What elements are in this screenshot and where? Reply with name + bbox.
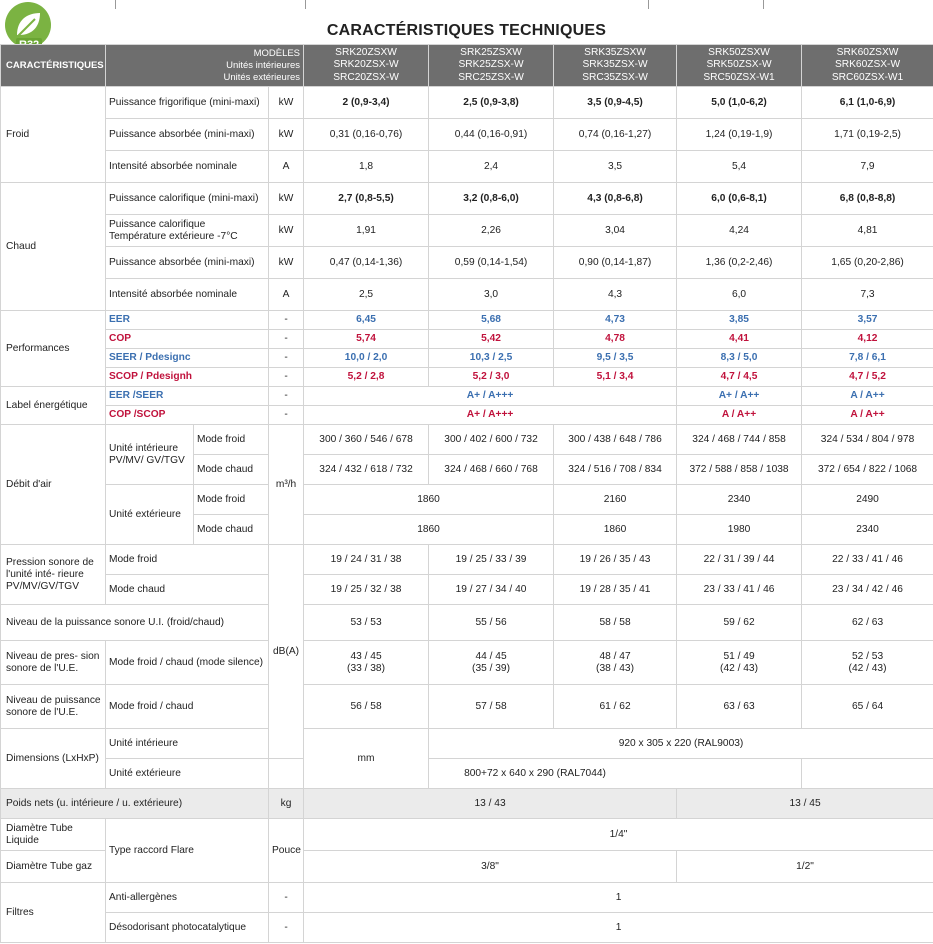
table-cell: A (269, 279, 304, 311)
table-cell: kW (269, 247, 304, 279)
table-cell: 19 / 25 / 33 / 39 (429, 545, 554, 575)
table-cell: 57 / 58 (429, 685, 554, 729)
table-cell: 2340 (802, 515, 933, 545)
table-cell: 0,31 (0,16-0,76) (304, 119, 429, 151)
table-cell: 4,81 (802, 215, 933, 247)
table-cell: 7,3 (802, 279, 933, 311)
table-cell: Anti-allergènes (106, 883, 269, 913)
table-cell: 5,2 / 3,0 (429, 368, 554, 387)
table-cell: - (269, 311, 304, 330)
table-cell: 3,5 (0,9-4,5) (554, 87, 677, 119)
text-line: SRK60ZSX-W (834, 59, 901, 71)
text-line: SRC25ZSX-W (458, 71, 524, 83)
text-line: SRC50ZSX-W1 (703, 71, 775, 83)
table-cell: mm (304, 729, 429, 789)
table-cell: m³/h (269, 425, 304, 545)
text-line: Unités extérieures (223, 71, 301, 83)
table-cell: Poids nets (u. intérieure / u. extérieure) (1, 789, 269, 819)
table-cell: 5,0 (1,0-6,2) (677, 87, 802, 119)
header-model-4 (677, 45, 802, 87)
table-cell: 372 / 654 / 822 / 1068 (802, 455, 933, 485)
table-cell: 1 (304, 883, 933, 913)
table-cell: 2,5 (0,9-3,8) (429, 87, 554, 119)
category-label-energy: Label énergétique (1, 387, 106, 425)
category-froid: Froid (1, 87, 106, 183)
table-cell: kW (269, 183, 304, 215)
table-cell: Niveau de pres- sion sonore de l'U.E. (1, 641, 106, 685)
header-labels (106, 45, 304, 87)
table-row (1, 759, 933, 789)
table-cell: 55 / 56 (429, 605, 554, 641)
table-cell: 0,44 (0,16-0,91) (429, 119, 554, 151)
table-cell: A / A++ (802, 387, 933, 406)
text-line: (42 / 43) (720, 662, 758, 674)
table-cell: 4,78 (554, 330, 677, 349)
header-model-5 (802, 45, 933, 87)
table-cell: 2,26 (429, 215, 554, 247)
text-line: (38 / 43) (596, 662, 634, 674)
table-row (1, 789, 933, 819)
table-cell: 324 / 468 / 744 / 858 (677, 425, 802, 455)
table-cell: 1860 (554, 515, 677, 545)
table-cell: - (269, 913, 304, 943)
table-cell: 56 / 58 (304, 685, 429, 729)
table-cell: 4,7 / 4,5 (677, 368, 802, 387)
text-line: Unités intérieures (226, 59, 301, 71)
table-cell: - (269, 883, 304, 913)
table-cell: Intensité absorbée nominale (106, 279, 269, 311)
table-cell: 3,85 (677, 311, 802, 330)
table-cell: 53 / 53 (304, 605, 429, 641)
table-row (1, 913, 933, 943)
text-line: SRK20ZSXW (335, 46, 397, 58)
table-cell: 4,3 (554, 279, 677, 311)
table-cell: 1860 (304, 485, 554, 515)
table-cell: 19 / 26 / 35 / 43 (554, 545, 677, 575)
table-cell: 1,36 (0,2-2,46) (677, 247, 802, 279)
table-cell: 8,3 / 5,0 (677, 349, 802, 368)
table-cell: - (269, 368, 304, 387)
table-cell: EER /SEER (106, 387, 269, 406)
table-cell (802, 641, 933, 685)
category-dimensions: Dimensions (LxHxP) (1, 729, 106, 789)
table-row (1, 425, 933, 455)
table-row (1, 151, 933, 183)
table-cell: 324 / 534 / 804 / 978 (802, 425, 933, 455)
table-cell: SEER / Pdesignc (106, 349, 269, 368)
table-cell: 800+72 x 640 x 290 (RAL7044) (269, 759, 802, 789)
text-line: SRK35ZSXW (584, 46, 646, 58)
table-cell: 324 / 468 / 660 / 768 (429, 455, 554, 485)
text-line: SRK50ZSXW (708, 46, 770, 58)
table-cell: 3/8" (304, 851, 677, 883)
table-cell: Puissance absorbée (mini-maxi) (106, 247, 269, 279)
category-performances: Performances (1, 311, 106, 387)
table-cell: 4,41 (677, 330, 802, 349)
table-cell: 19 / 28 / 35 / 41 (554, 575, 677, 605)
table-cell: 920 x 305 x 220 (RAL9003) (429, 729, 933, 759)
table-cell: 13 / 45 (677, 789, 933, 819)
text-line: 43 / 45 (350, 650, 382, 662)
table-cell: 6,8 (0,8-8,8) (802, 183, 933, 215)
table-cell: 2,7 (0,8-5,5) (304, 183, 429, 215)
top-rule (0, 0, 933, 10)
table-row (1, 279, 933, 311)
table-cell (429, 641, 554, 685)
text-line: SRK50ZSX-W (706, 59, 772, 71)
table-cell: Mode chaud (194, 515, 269, 545)
table-row (1, 819, 933, 851)
header-model-1 (304, 45, 429, 87)
table-cell: - (269, 387, 304, 406)
text-line: SRK25ZSX-W (458, 59, 524, 71)
text-line: (35 / 39) (472, 662, 510, 674)
table-row (1, 406, 933, 425)
text-line: 48 / 47 (599, 650, 631, 662)
table-row (1, 641, 933, 685)
table-row (1, 368, 933, 387)
text-line: SRC20ZSX-W (333, 71, 399, 83)
category-chaud: Chaud (1, 183, 106, 311)
table-cell: 1/2" (677, 851, 933, 883)
header-characteristics: CARACTÉRISTIQUES (1, 45, 106, 87)
table-cell: kW (269, 215, 304, 247)
table-cell: 4,3 (0,8-6,8) (554, 183, 677, 215)
table-row (1, 729, 933, 759)
table-cell: - (269, 330, 304, 349)
table-row (1, 387, 933, 406)
table-cell: Mode froid (194, 425, 269, 455)
table-cell: A+ / A+++ (304, 387, 677, 406)
table-row (1, 119, 933, 151)
table-cell: SCOP / Pdesignh (106, 368, 269, 387)
table-cell: 59 / 62 (677, 605, 802, 641)
table-cell: 6,0 (0,6-8,1) (677, 183, 802, 215)
table-cell: Mode froid (106, 545, 269, 575)
table-cell: 19 / 25 / 32 / 38 (304, 575, 429, 605)
table-cell: 2340 (677, 485, 802, 515)
text-line: (42 / 43) (848, 662, 887, 674)
table-row (1, 87, 933, 119)
table-row (1, 605, 933, 641)
table-cell (304, 641, 429, 685)
table-cell: 6,0 (677, 279, 802, 311)
table-cell: 3,2 (0,8-6,0) (429, 183, 554, 215)
table-cell: - (269, 406, 304, 425)
table-cell: 1,91 (304, 215, 429, 247)
table-row (1, 575, 933, 605)
table-cell: 1,8 (304, 151, 429, 183)
table-cell: 4,7 / 5,2 (802, 368, 933, 387)
table-cell: 324 / 432 / 618 / 732 (304, 455, 429, 485)
table-cell: 2,5 (304, 279, 429, 311)
text-line: SRK35ZSX-W (582, 59, 648, 71)
table-row (1, 311, 933, 330)
text-line: 52 / 53 (851, 650, 884, 662)
table-row (1, 349, 933, 368)
page-title: CARACTÉRISTIQUES TECHNIQUES (326, 22, 607, 39)
table-cell: 3,57 (802, 311, 933, 330)
table-cell: 22 / 31 / 39 / 44 (677, 545, 802, 575)
table-cell: 5,74 (304, 330, 429, 349)
table-cell: 62 / 63 (802, 605, 933, 641)
table-cell: 23 / 34 / 42 / 46 (802, 575, 933, 605)
table-cell: Unité intérieure (106, 729, 269, 759)
table-cell: 19 / 24 / 31 / 38 (304, 545, 429, 575)
table-cell (554, 641, 677, 685)
table-cell: 1,24 (0,19-1,9) (677, 119, 802, 151)
table-cell: EER (106, 311, 269, 330)
category-filtres: Filtres (1, 883, 106, 943)
table-cell: 300 / 360 / 546 / 678 (304, 425, 429, 455)
table-cell: 5,68 (429, 311, 554, 330)
table-cell: 2490 (802, 485, 933, 515)
table-cell: Type raccord Flare (106, 819, 269, 883)
table-cell: Diamètre Tube gaz (1, 851, 106, 883)
table-row (1, 685, 933, 729)
header-model-2 (429, 45, 554, 87)
table-cell: Puissance calorifique (mini-maxi) (106, 183, 269, 215)
table-cell: 3,5 (554, 151, 677, 183)
table-cell: 0,47 (0,14-1,36) (304, 247, 429, 279)
table-cell: 300 / 438 / 648 / 786 (554, 425, 677, 455)
table-cell: kg (269, 789, 304, 819)
table-cell: A / A++ (802, 406, 933, 425)
table-cell: Mode froid / chaud (mode silence) (106, 641, 269, 685)
table-cell: 3,0 (429, 279, 554, 311)
table-cell: 2,4 (429, 151, 554, 183)
table-cell: COP (106, 330, 269, 349)
table-cell: 65 / 64 (802, 685, 933, 729)
text-line: SRK60ZSXW (836, 46, 899, 58)
table-cell: 1,71 (0,19-2,5) (802, 119, 933, 151)
table-cell: 63 / 63 (677, 685, 802, 729)
table-cell: 0,74 (0,16-1,27) (554, 119, 677, 151)
spec-table (0, 44, 933, 943)
table-cell: A+ / A+++ (304, 406, 677, 425)
table-cell: 4,73 (554, 311, 677, 330)
table-cell: 6,45 (304, 311, 429, 330)
table-cell: 6,1 (1,0-6,9) (802, 87, 933, 119)
table-cell: 61 / 62 (554, 685, 677, 729)
table-cell: Pouce (269, 819, 304, 883)
table-row (1, 330, 933, 349)
table-cell: 5,1 / 3,4 (554, 368, 677, 387)
table-cell: Niveau de puissance sonore de l'U.E. (1, 685, 106, 729)
table-cell: 7,8 / 6,1 (802, 349, 933, 368)
table-cell: COP /SCOP (106, 406, 269, 425)
table-row (1, 247, 933, 279)
table-row (1, 883, 933, 913)
table-cell: Mode froid / chaud (106, 685, 269, 729)
table-cell: Unité extérieure (106, 485, 194, 545)
table-cell: 1,65 (0,20-2,86) (802, 247, 933, 279)
table-cell: Niveau de la puissance sonore U.I. (froid/chaud) (1, 605, 269, 641)
table-cell: Mode chaud (194, 455, 269, 485)
table-cell: 2160 (554, 485, 677, 515)
table-cell: kW (269, 119, 304, 151)
table-cell: 2 (0,9-3,4) (304, 87, 429, 119)
table-cell: 0,90 (0,14-1,87) (554, 247, 677, 279)
table-cell: 4,24 (677, 215, 802, 247)
table-cell: 1860 (304, 515, 554, 545)
table-cell: Puissance calorifique Température extérieure -7°C (106, 215, 269, 247)
table-row (1, 485, 933, 515)
table-cell: Intensité absorbée nominale (106, 151, 269, 183)
table-cell: 1980 (677, 515, 802, 545)
table-cell: 23 / 33 / 41 / 46 (677, 575, 802, 605)
table-cell: 19 / 27 / 34 / 40 (429, 575, 554, 605)
text-line: SRK25ZSXW (460, 46, 522, 58)
table-cell: Puissance absorbée (mini-maxi) (106, 119, 269, 151)
table-cell: 300 / 402 / 600 / 732 (429, 425, 554, 455)
text-line: SRC60ZSX-W1 (831, 71, 904, 83)
header-model-3 (554, 45, 677, 87)
text-line: (33 / 38) (347, 662, 385, 674)
table-cell: 3,04 (554, 215, 677, 247)
table-cell: A / A++ (677, 406, 802, 425)
table-cell: Désodorisant photocatalytique (106, 913, 269, 943)
table-cell: Mode chaud (106, 575, 269, 605)
text-line: SRK20ZSX-W (333, 59, 399, 71)
table-cell: kW (269, 87, 304, 119)
table-cell: 324 / 516 / 708 / 834 (554, 455, 677, 485)
table-cell: Diamètre Tube Liquide (1, 819, 106, 851)
table-cell: 13 / 43 (304, 789, 677, 819)
table-cell: 1/4" (304, 819, 933, 851)
table-cell: 58 / 58 (554, 605, 677, 641)
table-row (1, 545, 933, 575)
table-cell: 1 (304, 913, 933, 943)
table-cell: Puissance frigorifique (mini-maxi) (106, 87, 269, 119)
text-line: 44 / 45 (475, 650, 507, 662)
category-pressure: Pression sonore de l'unité inté- rieure PV/MV/GV/TGV (1, 545, 106, 605)
table-cell: 9,5 / 3,5 (554, 349, 677, 368)
category-debit: Débit d'air (1, 425, 106, 545)
table-cell: 22 / 33 / 41 / 46 (802, 545, 933, 575)
table-cell (677, 641, 802, 685)
table-cell: 7,9 (802, 151, 933, 183)
table-cell: A+ / A++ (677, 387, 802, 406)
text-line: 51 / 49 (723, 650, 755, 662)
table-row (1, 183, 933, 215)
table-row (1, 215, 933, 247)
table-cell: 10,0 / 2,0 (304, 349, 429, 368)
table-cell: Mode froid (194, 485, 269, 515)
table-cell: Unité intérieure PV/MV/ GV/TGV (106, 425, 194, 485)
table-cell: 5,2 / 2,8 (304, 368, 429, 387)
table-cell: 4,12 (802, 330, 933, 349)
table-cell: 0,59 (0,14-1,54) (429, 247, 554, 279)
text-line: MODÈLES (253, 47, 301, 59)
text-line: SRC35ZSX-W (582, 71, 648, 83)
table-cell: 10,3 / 2,5 (429, 349, 554, 368)
table-cell: 5,4 (677, 151, 802, 183)
table-cell: - (269, 349, 304, 368)
table-cell: Unité extérieure (106, 759, 269, 789)
table-cell: A (269, 151, 304, 183)
table-cell: dB(A) (269, 545, 304, 759)
header-row (1, 45, 933, 87)
table-cell: 5,42 (429, 330, 554, 349)
table-cell: 372 / 588 / 858 / 1038 (677, 455, 802, 485)
